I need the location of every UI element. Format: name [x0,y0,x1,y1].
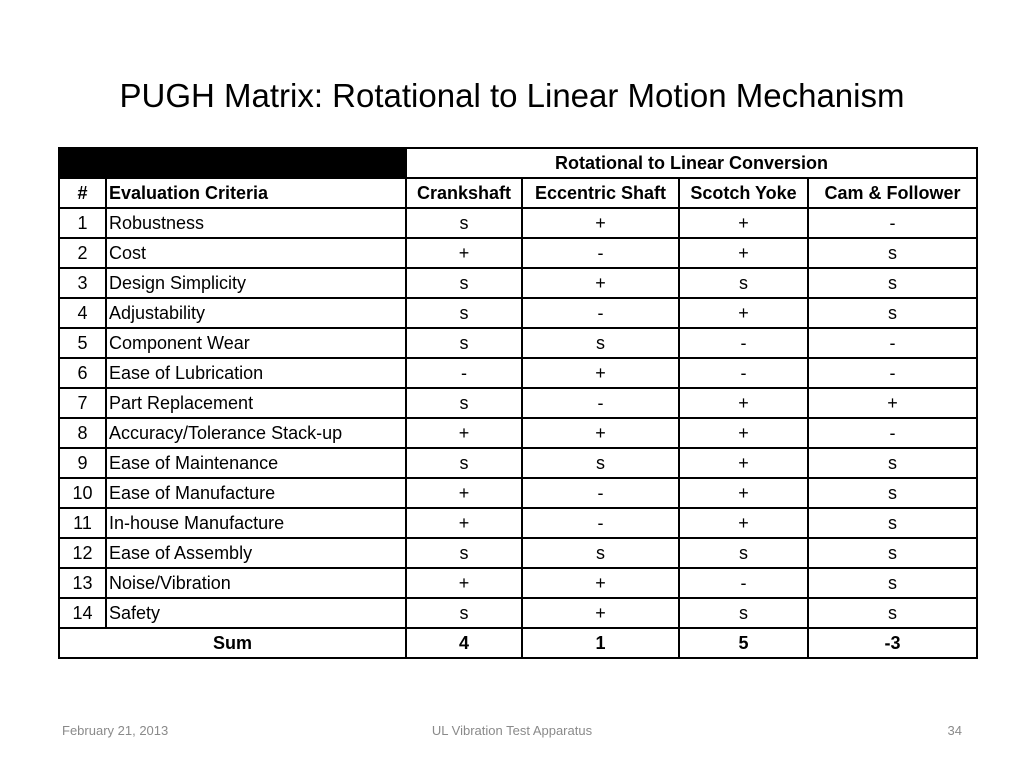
table-row [59,448,977,478]
score-crankshaft: s [406,208,522,238]
score-scotch-yoke: s [679,268,808,298]
row-number: 7 [59,388,106,418]
table-row [59,268,977,298]
table-row [59,598,977,628]
score-eccentric-shaft: + [522,358,679,388]
score-crankshaft: s [406,328,522,358]
table-row [59,418,977,448]
row-criteria: Adjustability [106,298,406,328]
row-number: 10 [59,478,106,508]
score-crankshaft: s [406,268,522,298]
score-eccentric-shaft: s [522,448,679,478]
table-row [59,508,977,538]
table-row [59,568,977,598]
table-row [59,208,977,238]
row-number: 1 [59,208,106,238]
score-eccentric-shaft: - [522,298,679,328]
score-cam-follower: s [808,508,977,538]
score-crankshaft: s [406,298,522,328]
score-scotch-yoke: + [679,448,808,478]
option-header-eccentric-shaft: Eccentric Shaft [522,178,679,208]
row-number: 12 [59,538,106,568]
sum-label: Sum [59,628,406,658]
row-criteria: Safety [106,598,406,628]
row-number: 9 [59,448,106,478]
row-criteria: Ease of Manufacture [106,478,406,508]
sum-row [59,628,977,658]
row-number: 14 [59,598,106,628]
option-header-scotch-yoke: Scotch Yoke [679,178,808,208]
table-row [59,538,977,568]
score-eccentric-shaft: + [522,208,679,238]
row-number: 11 [59,508,106,538]
row-number: 8 [59,418,106,448]
table-body [59,208,977,628]
score-cam-follower: - [808,328,977,358]
score-cam-follower: - [808,418,977,448]
score-cam-follower: s [808,478,977,508]
score-cam-follower: s [808,568,977,598]
row-criteria: Part Replacement [106,388,406,418]
score-crankshaft: s [406,448,522,478]
score-crankshaft: + [406,508,522,538]
score-eccentric-shaft: - [522,388,679,418]
score-eccentric-shaft: - [522,508,679,538]
group-header: Rotational to Linear Conversion [406,148,977,178]
score-scotch-yoke: - [679,358,808,388]
score-cam-follower: s [808,538,977,568]
sum-scotch-yoke: 5 [679,628,808,658]
score-scotch-yoke: s [679,538,808,568]
score-scotch-yoke: s [679,598,808,628]
row-criteria: Noise/Vibration [106,568,406,598]
row-criteria: Ease of Maintenance [106,448,406,478]
score-cam-follower: s [808,268,977,298]
score-crankshaft: s [406,388,522,418]
option-header-crankshaft: Crankshaft [406,178,522,208]
score-scotch-yoke: - [679,328,808,358]
score-scotch-yoke: + [679,508,808,538]
score-crankshaft: + [406,568,522,598]
score-scotch-yoke: + [679,208,808,238]
column-header-row [59,178,977,208]
score-eccentric-shaft: + [522,418,679,448]
score-scotch-yoke: + [679,388,808,418]
footer-presentation-title: UL Vibration Test Apparatus [431,723,593,738]
row-number: 3 [59,268,106,298]
score-cam-follower: s [808,598,977,628]
score-eccentric-shaft: s [522,538,679,568]
row-criteria: Component Wear [106,328,406,358]
score-eccentric-shaft: - [522,238,679,268]
score-cam-follower: s [808,298,977,328]
score-cam-follower: - [808,208,977,238]
score-eccentric-shaft: + [522,568,679,598]
score-scotch-yoke: + [679,418,808,448]
score-scotch-yoke: + [679,298,808,328]
row-criteria: Cost [106,238,406,268]
row-number: 6 [59,358,106,388]
table-row [59,298,977,328]
score-scotch-yoke: + [679,238,808,268]
row-number: 13 [59,568,106,598]
score-cam-follower: s [808,238,977,268]
score-cam-follower: + [808,388,977,418]
footer-date: February 21, 2013 [62,723,169,738]
score-eccentric-shaft: - [522,478,679,508]
row-number: 4 [59,298,106,328]
score-crankshaft: s [406,598,522,628]
table-row [59,478,977,508]
score-eccentric-shaft: + [522,598,679,628]
group-header-row [59,148,977,178]
score-eccentric-shaft: s [522,328,679,358]
score-crankshaft: - [406,358,522,388]
score-crankshaft: + [406,418,522,448]
footer-page-number: 34 [947,723,962,738]
score-scotch-yoke: - [679,568,808,598]
pugh-matrix-table [58,147,978,659]
table-row [59,238,977,268]
score-scotch-yoke: + [679,478,808,508]
header-blank-cell [59,148,406,178]
table-row [59,388,977,418]
score-crankshaft: + [406,478,522,508]
slide-title: PUGH Matrix: Rotational to Linear Motion Mechanism [119,77,905,114]
row-number: 2 [59,238,106,268]
score-crankshaft: + [406,238,522,268]
score-cam-follower: - [808,358,977,388]
option-header-cam-follower: Cam & Follower [808,178,977,208]
row-criteria: Ease of Assembly [106,538,406,568]
row-criteria: Design Simplicity [106,268,406,298]
row-criteria: In-house Manufacture [106,508,406,538]
sum-cam-follower: -3 [808,628,977,658]
score-cam-follower: s [808,448,977,478]
row-criteria: Ease of Lubrication [106,358,406,388]
table-row [59,358,977,388]
row-number: 5 [59,328,106,358]
table-row [59,328,977,358]
score-crankshaft: s [406,538,522,568]
criteria-header: Evaluation Criteria [106,178,406,208]
sum-crankshaft: 4 [406,628,522,658]
sum-eccentric-shaft: 1 [522,628,679,658]
row-criteria: Robustness [106,208,406,238]
row-criteria: Accuracy/Tolerance Stack-up [106,418,406,448]
score-eccentric-shaft: + [522,268,679,298]
num-header: # [59,178,106,208]
